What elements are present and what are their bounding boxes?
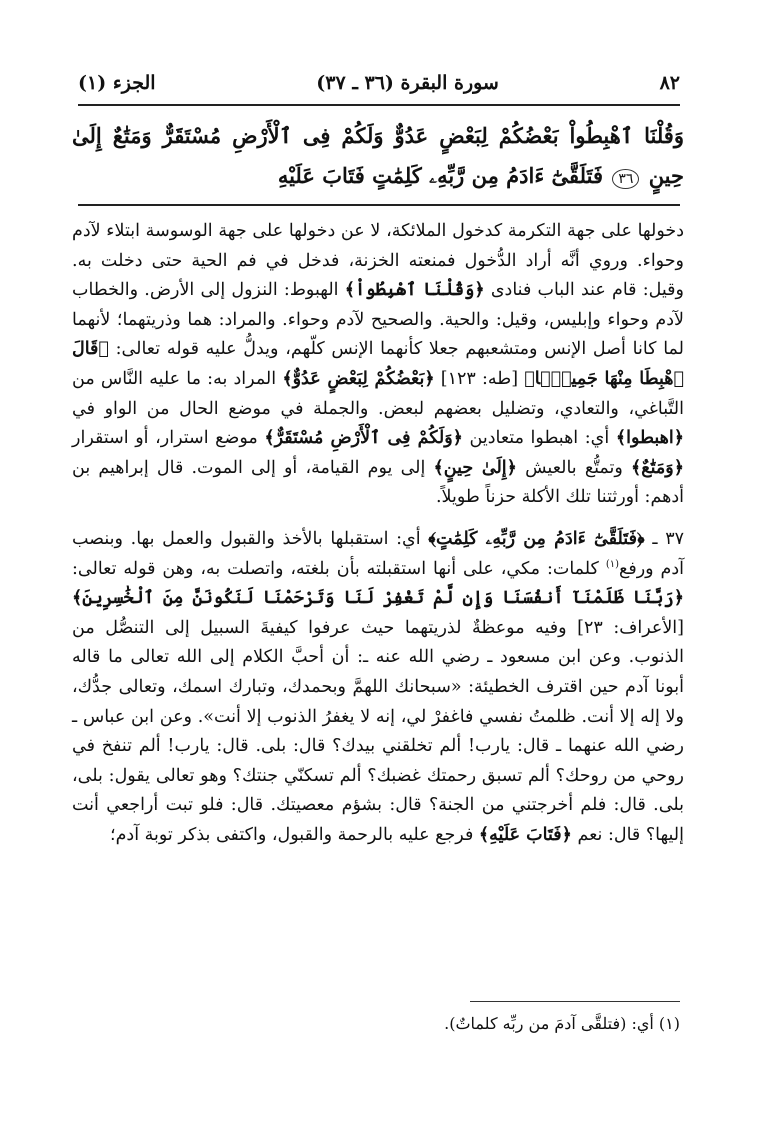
quran-quote: ﴿بَعْضُكُمْ لِبَعْضٍ عَدُوٌّ﴾ bbox=[282, 368, 435, 389]
quran-quote: ﴿وَقُلْنَا ٱهْبِطُواْ﴾ bbox=[344, 280, 485, 301]
part-label: الجزء (١) bbox=[78, 72, 156, 94]
verse-number-marker: ٣٦ bbox=[612, 169, 639, 189]
quran-quote: ﴿اهبطوا﴾ bbox=[615, 428, 684, 449]
quran-quote: ﴿فَتَلَقَّىٰٓ ءَادَمُ مِن رَّبِّهِۦ كَلِمَٰتٍ﴾ bbox=[428, 528, 645, 549]
text-run: فرجع عليه بالرحمة والقبول، واكتفى بذكر توبة آدم؛ bbox=[110, 824, 474, 845]
verse-text-37: فَتَلَقَّىٰٓ ءَادَمُ مِن رَّبِّهِۦ كَلِمَٰتٍ فَتَابَ عَلَيْهِ bbox=[277, 163, 604, 188]
verse-index: ٣٧ ـ bbox=[652, 528, 684, 549]
quran-quote: ﴿وَلَكُمْ فِى ٱلْأَرْضِ مُسْتَقَرٌّ﴾ bbox=[264, 428, 463, 449]
quran-quote: ﴿إِلَىٰ حِينٍ﴾ bbox=[433, 457, 517, 478]
quran-verse-block bbox=[72, 116, 684, 196]
text-run: إلى يوم القيامة، أو إلى الموت. قال إبراهيم بن أدهم: أورثتنا تلك الأكلة حزناً طويلاً. bbox=[72, 457, 684, 508]
commentary-paragraph-37 bbox=[72, 525, 684, 851]
text-run: [الأعراف: ٢٣] وفيه موعظةٌ لذريتهما حيث عرفوا كيفيةَ السبيل إلى التنصُّل من الذنوب. وعن ابن مسعود ـ رضي الله عنه ـ: أن أحبَّ الكلام إلى الله تعالى ما قاله أبونا آدم حين اقترف الخطيئة: «سبحانك اللهمَّ وبحمدك، وتبارك اسمك، وتعالى جدُّك، ولا إله إلا أنت. ظلمتُ نفسي فاغفرْ لي، إنه لا يغفرُ الذنوب إلا أنت». وعن ابن عباس ـ رضي الله عنهما ـ قال: يارب! ألم تخلقني بيدك؟ قال: بلى. قال: يارب! ألم تنفخ في روحي من روحك؟ ألم تسبق رحمتك غضبك؟ ألم تسكنّي جنتك؟ وهو تعالى يقول: بلى، بلى. قال: فلم أخرجتني من الجنة؟ قال: بشؤم معصيتك. قال: فلو تبت أراجعي أنت إليها؟ قال: نعم bbox=[72, 617, 684, 845]
quran-quote: ﴿رَبَّنَا ظَلَمْنَآ أَنفُسَنَا وَإِن لَّمْ تَغْفِرْ لَنَا وَتَرْحَمْنَا لَنَكُونَنَّ مِنَ ٱلْخَٰسِرِينَ﴾ bbox=[72, 588, 684, 609]
commentary-body bbox=[72, 217, 684, 850]
text-run: الهبوط: النزول إلى الأرض. والخطاب لآدم وحواء وإبليس، وقيل: والحية. والصحيح لآدم وحواء. والمراد: هما وذريتهما؛ لأنهما لما كانا أصل الإنس ومتشعبهم جعلا كأنهما الإنس كلّهم، ويدلُّ عليه قوله تعالى: bbox=[72, 280, 684, 360]
text-run: أي: اهبطوا متعادين bbox=[469, 428, 610, 449]
footnote-rule bbox=[470, 1001, 680, 1002]
footnote-reference: (١) bbox=[605, 558, 620, 570]
footnote bbox=[444, 1012, 680, 1036]
footnote-text: أي: (فتلقَّى آدمَ من ربِّه كلماتٌ). bbox=[444, 1014, 654, 1033]
running-header bbox=[78, 66, 680, 100]
text-run: موضع استرار، أو استقرار bbox=[72, 428, 258, 449]
verse-text-36: وَقُلْنَا ٱهْبِطُواْ بَعْضُكُمْ لِبَعْضٍ عَدُوٌّ وَلَكُمْ فِى ٱلْأَرْضِ مُسْتَقَرٌّ وَمَتَٰعٌ إِلَىٰ حِينٍ bbox=[72, 123, 684, 188]
header-rule bbox=[78, 104, 680, 106]
citation: [طه: ١٢٣] bbox=[440, 368, 519, 389]
page-number: ٨٢ bbox=[659, 72, 680, 94]
text-run: دخولها على جهة التكرمة كدخول الملائكة، لا عن دخولها على جهة الوسوسة ابتلاء لآدم وحواء. وروي أنَّه أراد الدُّخول فمنعته الخزنة، فدخل في فم الحية حتى دخلت به. وقيل: قام عند الباب فنادى bbox=[72, 221, 684, 301]
footnote-number: (١) bbox=[658, 1014, 680, 1033]
text-run: وتمتُّع بالعيش bbox=[525, 457, 623, 478]
verse-separator-rule bbox=[78, 204, 680, 206]
commentary-paragraph-36 bbox=[72, 217, 684, 513]
text-run: أي: استقبلها بالأخذ والقبول والعمل بها. وبنصب آدم ورفع bbox=[72, 528, 684, 579]
page-title: سورة البقرة (٣٦ ـ ٣٧) bbox=[316, 72, 499, 94]
text-run: المراد به: ما عليه النَّاس من التَّباغي، والتعادي، وتضليل بعضهم لبعض. والجملة في موضع الحال من الواو في bbox=[72, 368, 684, 419]
text-run: كلمات: مكي، على أنها استقبلته بأن بلغته، واتصلت به، وهن قوله تعالى: bbox=[72, 558, 599, 579]
quran-quote: ﴿فَتَابَ عَلَيْهِ﴾ bbox=[478, 824, 572, 845]
quran-quote: ﴿قَالَ ٱهْبِطَا مِنْهَا جَمِيعًۢا﴾ bbox=[72, 339, 684, 389]
quran-quote: ﴿وَمَتَٰعٌ﴾ bbox=[631, 457, 684, 478]
